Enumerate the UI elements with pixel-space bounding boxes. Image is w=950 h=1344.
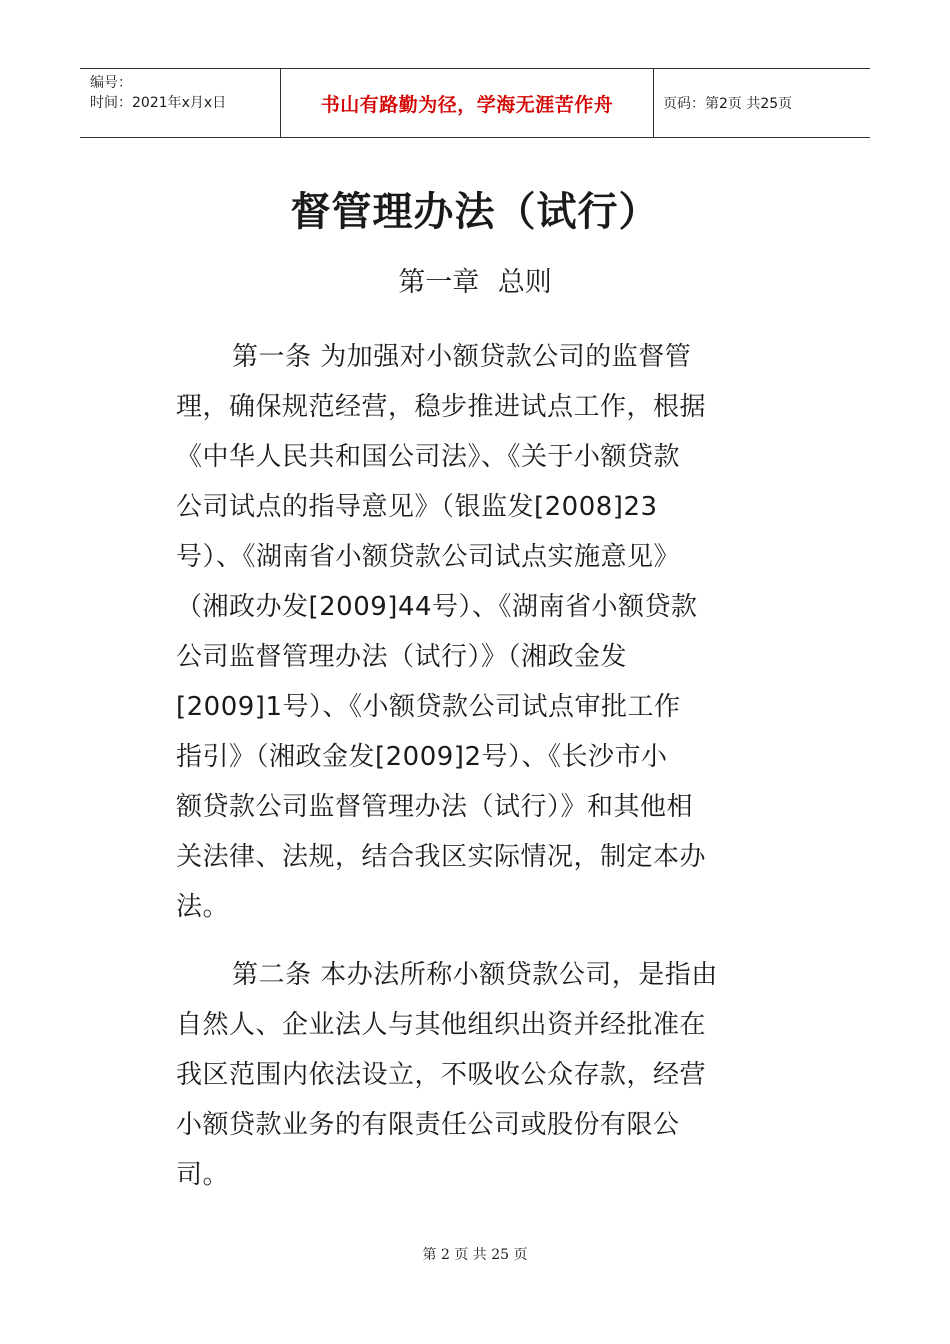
article-line: 额贷款公司监督管理办法（试行）》和其他相	[176, 792, 694, 822]
header-motto: 书山有路勤为径，学海无涯苦作舟	[320, 93, 614, 116]
article-2	[176, 950, 776, 1200]
document-date-label: 时间：2021年x月x日	[90, 95, 227, 111]
article-line: 小额贷款业务的有限责任公司或股份有限公	[176, 1110, 680, 1140]
article-line: 公司试点的指导意见》（银监发[2008]23	[176, 492, 658, 522]
article-line: 我区范围内依法设立，不吸收公众存款，经营	[176, 1060, 707, 1090]
article-line: [2009]1号）、《小额贷款公司试点审批工作	[176, 692, 681, 722]
header-motto-cell	[281, 69, 654, 137]
page-footer: 第 2 页 共 25 页	[422, 1247, 528, 1263]
document-title: 督管理办法（试行）	[290, 189, 660, 235]
chapter-name: 总则	[497, 267, 552, 298]
article-line: 第一条 为加强对小额贷款公司的监督管	[232, 342, 692, 372]
article-line: 理，确保规范经营，稳步推进试点工作，根据	[176, 392, 707, 422]
header-page-cell	[654, 69, 870, 137]
article-line: 《中华人民共和国公司法》、《关于小额贷款	[176, 442, 681, 472]
article-line: 自然人、企业法人与其他组织出资并经批准在	[176, 1010, 707, 1040]
article-line: 号）、《湖南省小额贷款公司试点实施意见》	[176, 542, 681, 572]
article-line: 公司监督管理办法（试行）》（湘政金发	[176, 642, 628, 672]
header-table	[80, 68, 870, 138]
article-line: 指引》（湘政金发[2009]2号）、《长沙市小	[176, 742, 668, 772]
document-number-label: 编号：	[90, 75, 132, 91]
article-1	[176, 332, 776, 932]
article-line: 司。	[176, 1160, 230, 1190]
chapter-number: 第一章	[398, 267, 480, 298]
chapter-heading	[0, 264, 950, 302]
header-meta-cell	[80, 69, 281, 137]
header-page-info: 页码：第2页 共25页	[663, 96, 793, 112]
article-line: （湘政办发[2009]44号）、《湖南省小额贷款	[176, 592, 698, 622]
article-line: 法。	[176, 892, 230, 922]
article-line: 关法律、法规，结合我区实际情况，制定本办	[176, 842, 707, 872]
article-line: 第二条 本办法所称小额贷款公司，是指由	[232, 960, 718, 990]
